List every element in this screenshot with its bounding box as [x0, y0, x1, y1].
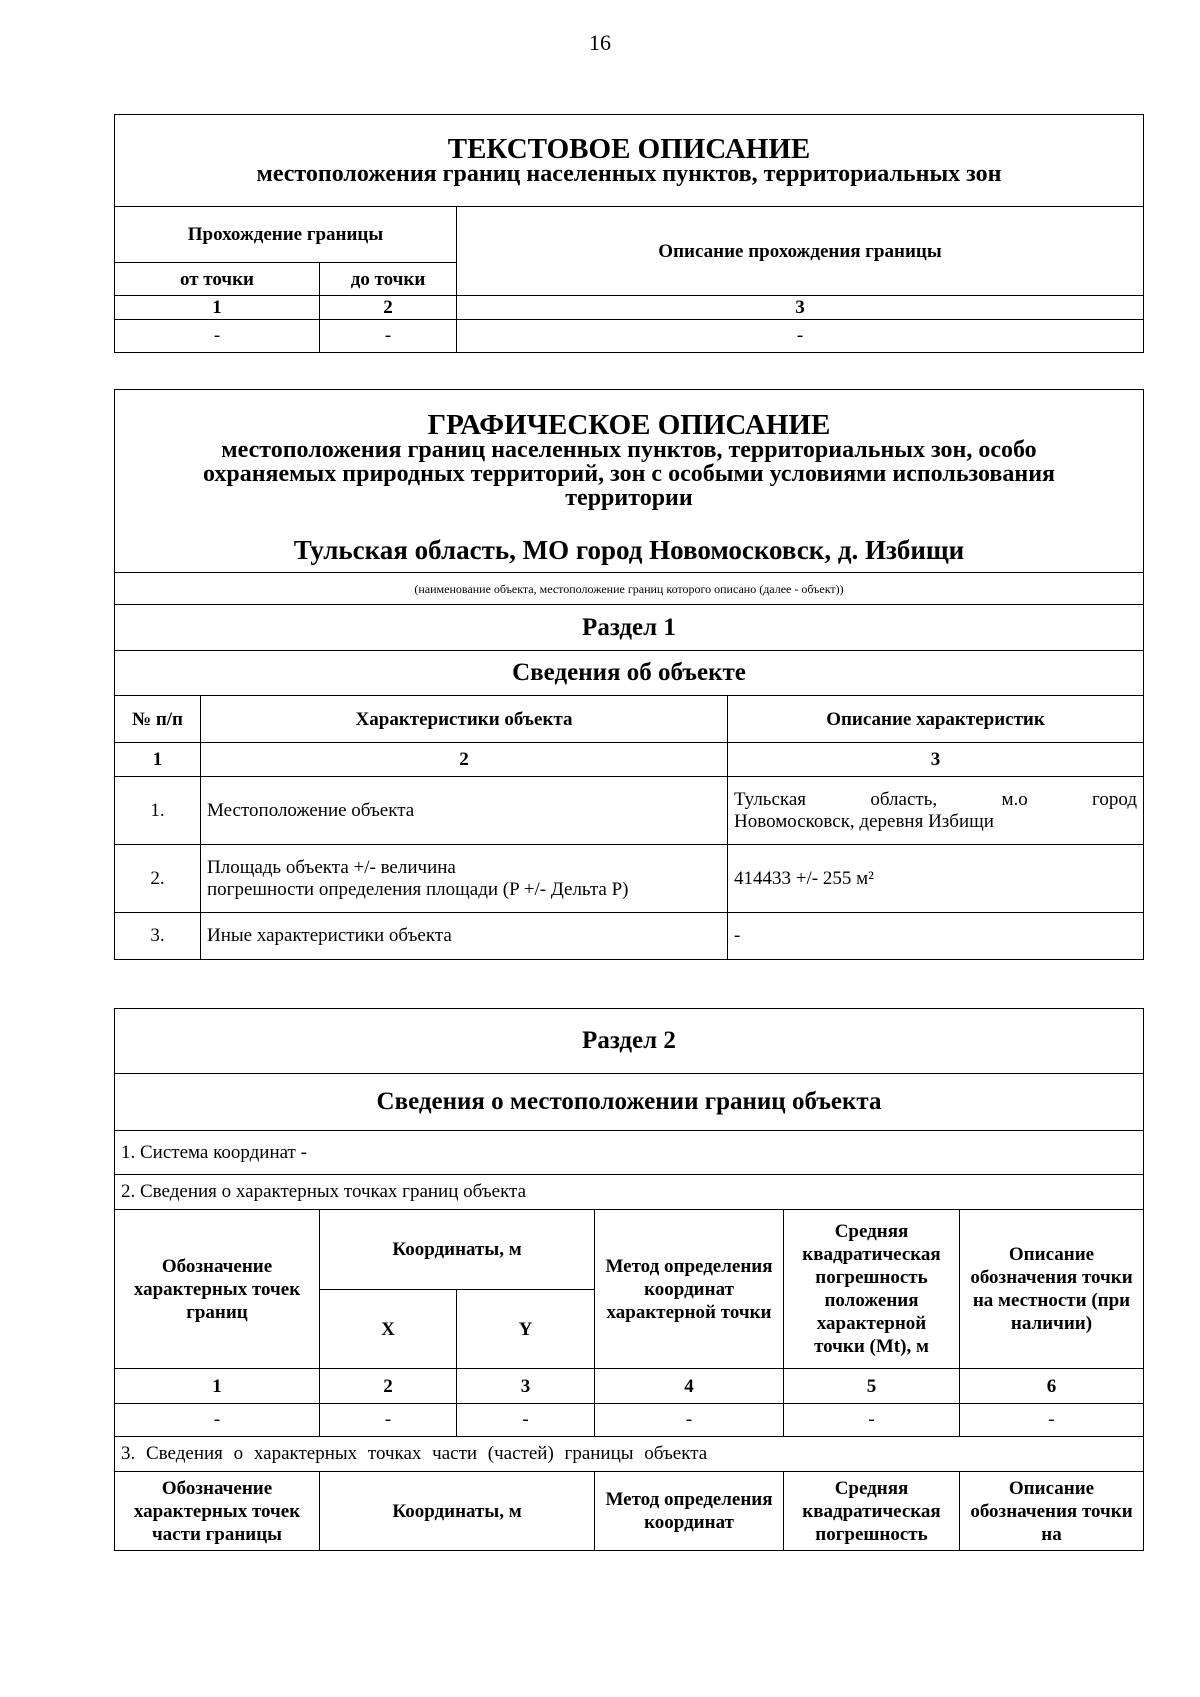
- col-to: до точки: [320, 263, 457, 296]
- row-num: 2.: [115, 845, 201, 913]
- section-2-title: Сведения о местоположении границ объекта: [115, 1074, 1144, 1131]
- object-caption: (наименование объекта, местоположение границ которого описано (далее - объект)): [115, 573, 1144, 605]
- row-description-line: Новомосковск, деревня Избищи: [734, 810, 994, 832]
- part-col-error: Средняя квадратическая погрешность: [784, 1472, 960, 1551]
- col-number: 6: [960, 1369, 1144, 1404]
- section-2-table: [114, 1008, 1144, 1551]
- section-1-label: Раздел 1: [115, 605, 1144, 651]
- row-characteristic: [201, 845, 728, 913]
- col-num: № п/п: [115, 696, 201, 743]
- coordinate-system: 1. Система координат -: [115, 1131, 1144, 1175]
- col-x: X: [320, 1290, 457, 1369]
- row-num: 1.: [115, 777, 201, 845]
- col-designation: Обозначение характерных точек границ: [115, 1210, 320, 1369]
- part-col-coordinates: Координаты, м: [320, 1472, 595, 1551]
- col-number: 2: [201, 743, 728, 777]
- text-description-title: ТЕКСТОВОЕ ОПИСАНИЕ: [447, 132, 811, 165]
- row-description: [728, 777, 1144, 845]
- col-location: Описание обозначения точки на местности (при наличии): [960, 1210, 1144, 1369]
- cell-value: -: [457, 1404, 595, 1437]
- col-number: 2: [320, 1369, 457, 1404]
- part-heading: 3. Сведения о характерных точках части (частей) границы объекта: [115, 1437, 1144, 1472]
- points-heading: 2. Сведения о характерных точках границ объекта: [115, 1175, 1144, 1210]
- col-passage: Прохождение границы: [115, 207, 457, 263]
- text-description-table: [114, 114, 1144, 353]
- row-characteristic: Иные характеристики объекта: [201, 913, 728, 960]
- col-from: от точки: [115, 263, 320, 296]
- object-name: Тульская область, МО город Новомосковск, д. Избищи: [293, 535, 965, 565]
- text-description-subtitle: местоположения границ населенных пунктов, территориальных зон: [256, 160, 1002, 187]
- cell-value: -: [457, 320, 1144, 353]
- graphic-description-table: [114, 389, 1144, 960]
- col-characteristic: Характеристики объекта: [201, 696, 728, 743]
- col-description: Описание прохождения границы: [457, 207, 1144, 296]
- cell-value: -: [784, 1404, 960, 1437]
- col-coordinates: Координаты, м: [320, 1210, 595, 1290]
- part-col-method: Метод определения координат: [595, 1472, 784, 1551]
- col-number: 4: [595, 1369, 784, 1404]
- cell-value: -: [595, 1404, 784, 1437]
- section-1-title: Сведения об объекте: [115, 651, 1144, 696]
- text-description-header: [115, 115, 1144, 207]
- col-error: Средняя квадратическая погрешность положения характерной точки (Mt), м: [784, 1210, 960, 1369]
- row-description-line: Тульская область, м.о город: [734, 788, 1137, 810]
- cell-value: -: [960, 1404, 1144, 1437]
- cell-value: -: [115, 320, 320, 353]
- col-number: 3: [728, 743, 1144, 777]
- part-col-location: Описание обозначения точки на: [960, 1472, 1144, 1551]
- col-number: 2: [320, 296, 457, 320]
- cell-value: -: [115, 1404, 320, 1437]
- col-y: Y: [457, 1290, 595, 1369]
- part-col-designation: Обозначение характерных точек части границы: [115, 1472, 320, 1551]
- col-method: Метод определения координат характерной точки: [595, 1210, 784, 1369]
- col-characteristic-description: Описание характеристик: [728, 696, 1144, 743]
- row-characteristic-line: погрешности определения площади (P +/- Дельта P): [207, 878, 629, 900]
- section-2-label: Раздел 2: [115, 1009, 1144, 1074]
- row-characteristic: Местоположение объекта: [201, 777, 728, 845]
- col-number: 1: [115, 743, 201, 777]
- graphic-description-subtitle: охраняемых природных территорий, зон с особыми условиями использования: [202, 461, 1056, 487]
- col-number: 1: [115, 296, 320, 320]
- col-number: 1: [115, 1369, 320, 1404]
- cell-value: -: [320, 320, 457, 353]
- graphic-description-subtitle: местоположения границ населенных пунктов, территориальных зон, особо: [221, 437, 1037, 463]
- row-description: 414433 +/- 255 м²: [728, 845, 1144, 913]
- col-number: 5: [784, 1369, 960, 1404]
- row-num: 3.: [115, 913, 201, 960]
- graphic-description-header: [115, 390, 1144, 573]
- col-number: 3: [457, 296, 1144, 320]
- row-characteristic-line: Площадь объекта +/- величина: [207, 856, 456, 878]
- graphic-description-title: ГРАФИЧЕСКОЕ ОПИСАНИЕ: [427, 409, 831, 441]
- col-number: 3: [457, 1369, 595, 1404]
- row-description: -: [728, 913, 1144, 960]
- page-number: 16: [589, 30, 611, 55]
- cell-value: -: [320, 1404, 457, 1437]
- graphic-description-subtitle: территории: [565, 485, 693, 511]
